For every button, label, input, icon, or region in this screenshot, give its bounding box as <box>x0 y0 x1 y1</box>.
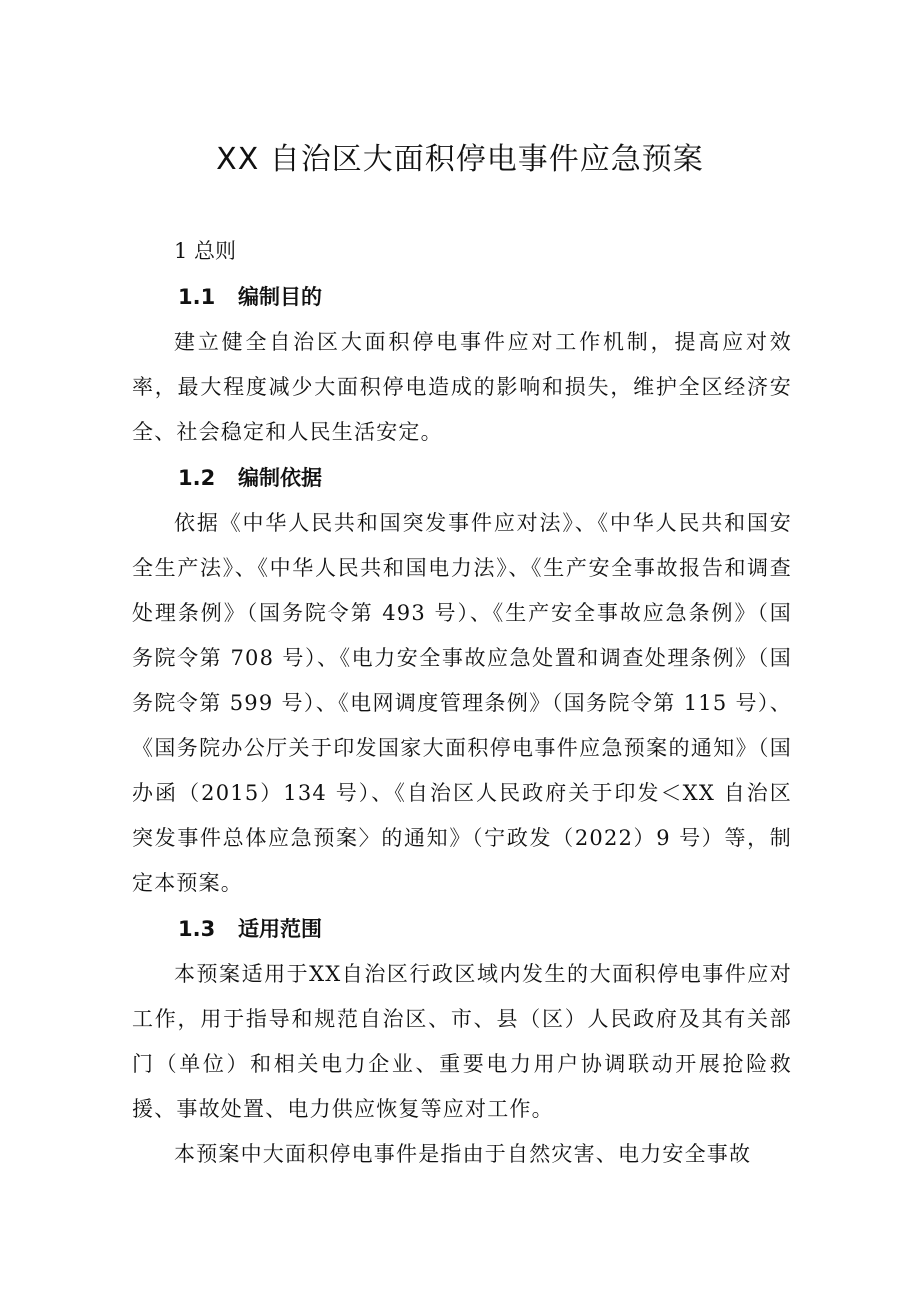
paragraph: 建立健全自治区大面积停电事件应对工作机制，提高应对效率，最大程度减少大面积停电造成的影响和损失，维护全区经济安全、社会稳定和人民生活安定。 <box>132 330 792 444</box>
document-body <box>132 228 792 1177</box>
section-title: 适用范围 <box>238 917 322 941</box>
section-heading-1-2 <box>132 455 792 501</box>
section-number: 1.1 <box>178 285 216 309</box>
section-title: 编制依据 <box>238 466 322 490</box>
section-title: 编制目的 <box>238 285 322 309</box>
paragraph: 依据《中华人民共和国突发事件应对法》、《中华人民共和国安全生产法》、《中华人民共和国电力法》、《生产安全事故报告和调查处理条例》（国务院令第 493 号）、《生产安全事故应急条例》（国务院令第 708 号）、《电力安全事故应急处置和调查处理条例》（国务院令第 599 号）、《电网调度管理条例》（国务院令第 115 号）、《国务院办公厅关于印发国家大面积停电事件应急预案的通知》（国办函（2015）134 号）、《自治区人民政府关于印发＜XX 自治区突发事件总体应急预案〉的通知》（宁政发（2022）9 号）等，制定本预案。 <box>132 511 792 895</box>
paragraph: 本预案适用于XX自治区行政区域内发生的大面积停电事件应对工作，用于指导和规范自治区、市、县（区）人民政府及其有关部门（单位）和相关电力企业、重要电力用户协调联动开展抢险救援、事故处置、电力供应恢复等应对工作。 <box>132 962 792 1121</box>
section-heading-1-3 <box>132 906 792 952</box>
section-number: 1.3 <box>178 917 216 941</box>
document-title: XX 自治区大面积停电事件应急预案 <box>216 142 704 177</box>
chapter-heading: 1 总则 <box>174 239 237 263</box>
section-number: 1.2 <box>178 466 216 490</box>
section-heading-1-1 <box>132 274 792 320</box>
paragraph: 本预案中大面积停电事件是指由于自然灾害、电力安全事故 <box>174 1142 752 1166</box>
